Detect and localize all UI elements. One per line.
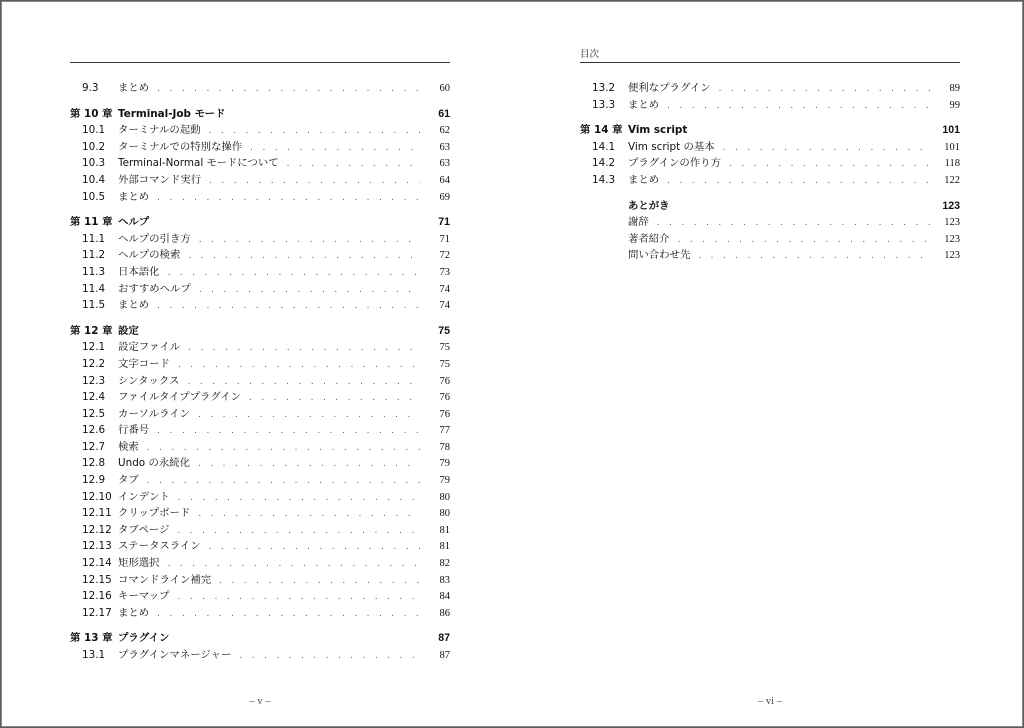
toc-entry-title: 設定ファイル	[118, 341, 181, 354]
toc-entry-page: 76	[439, 408, 450, 420]
toc-dot-leader	[287, 156, 420, 173]
toc-section-entry	[580, 97, 960, 114]
toc-dot-leader	[147, 473, 420, 490]
toc-section-entry	[70, 538, 450, 555]
toc-entry-number: 第 14 章	[580, 124, 623, 137]
toc-entry-page: 72	[439, 250, 450, 262]
toc-entry-number: 第 12 章	[70, 324, 113, 337]
toc-entry-number: 10.5	[82, 190, 106, 203]
toc-entry-page: 123	[944, 217, 960, 229]
toc-entry-title: 行番号	[118, 424, 150, 437]
toc-entry-title: ターミナルの起動	[118, 124, 201, 137]
header-rule	[580, 62, 960, 63]
toc-dot-leader	[657, 215, 930, 232]
toc-entry-page: 84	[439, 591, 450, 603]
toc-section-entry	[70, 356, 450, 373]
toc-entry-number: 14.2	[592, 157, 616, 170]
toc-entry-title: Undo の永続化	[118, 457, 191, 470]
toc-entry-title: コマンドライン補完	[118, 573, 212, 586]
toc-entry-page: 87	[438, 632, 450, 645]
toc-section-entry	[70, 588, 450, 605]
toc-dot-leader	[698, 248, 930, 265]
toc-entry-title: まとめ	[118, 82, 150, 94]
toc-entry-number: 12.7	[82, 440, 106, 453]
toc-dot-leader	[198, 407, 420, 424]
toc-entry-page: 86	[439, 607, 450, 619]
page-number-footer: – v –	[249, 696, 271, 707]
toc-entry-number: 12.17	[82, 606, 112, 619]
header-rule	[70, 62, 450, 63]
toc-entry-number: 11.5	[82, 299, 106, 312]
toc-entry-page: 123	[944, 233, 960, 245]
toc-section-entry	[70, 489, 450, 506]
toc-entry-number: 12.13	[82, 540, 112, 553]
toc-section-entry	[70, 189, 450, 206]
toc-dot-leader	[719, 81, 930, 98]
toc-entry-page: 89	[949, 83, 960, 94]
toc-entry-page: 101	[942, 124, 960, 137]
toc-section-entry	[70, 647, 450, 664]
toc-entry-page: 87	[439, 650, 450, 661]
toc-dot-leader	[199, 282, 420, 299]
toc-entry-title: 便利なプラグイン	[628, 82, 711, 94]
toc-dot-leader	[178, 589, 420, 606]
toc-entry-page: 79	[439, 458, 450, 470]
toc-entry-page: 122	[944, 174, 960, 186]
toc-entry-number: 12.6	[82, 424, 106, 437]
toc-entry-number: 14.1	[592, 140, 616, 153]
toc-entry-number: 12.14	[82, 557, 112, 570]
toc-section-entry	[70, 555, 450, 572]
toc-section-entry	[70, 505, 450, 522]
toc-dot-leader	[198, 506, 420, 523]
toc-entry-title: 矩形選択	[118, 557, 160, 570]
toc-entry-title: ステータスライン	[118, 540, 201, 553]
toc-entry-title: 外部コマンド実行	[118, 173, 202, 186]
toc-dot-leader	[188, 374, 420, 391]
toc-entry-page: 80	[439, 508, 450, 520]
toc-entry-page: 118	[944, 158, 960, 170]
toc-dot-leader	[209, 539, 420, 556]
toc-dot-leader	[249, 390, 420, 407]
left-page	[70, 2, 450, 726]
toc-dot-leader	[239, 648, 420, 665]
toc-entry-title: 検索	[118, 440, 139, 453]
toc-entry-title: 日本語化	[118, 265, 160, 278]
toc-entry-title: おすすめヘルプ	[118, 282, 191, 295]
toc-entry-number: 13.2	[592, 82, 616, 94]
toc-entry-title: ヘルプ	[118, 216, 150, 229]
toc-entry-title: プラグインマネージャー	[118, 649, 232, 661]
toc-entry-number: 10.2	[82, 140, 106, 153]
toc-entry-page: 81	[439, 524, 450, 536]
toc-entry-page: 61	[438, 107, 450, 120]
toc-entry-title: タブページ	[118, 523, 170, 536]
toc-entry-number: 9.3	[82, 82, 99, 94]
toc-entry-page: 81	[439, 541, 450, 553]
toc-entry-number: 12.16	[82, 590, 112, 603]
toc-entry-number: 13.1	[82, 649, 106, 661]
toc-section-entry	[70, 122, 450, 139]
toc-section-entry	[70, 522, 450, 539]
toc-entry-title: まとめ	[628, 173, 660, 186]
toc-entry-title: 謝辞	[628, 216, 649, 229]
running-head: 目次	[580, 49, 600, 60]
toc-dot-leader	[157, 190, 420, 207]
toc-dot-leader	[667, 173, 930, 190]
toc-section-entry	[70, 264, 450, 281]
toc-section-entry	[70, 389, 450, 406]
toc-section-entry	[70, 605, 450, 622]
toc-entry-page: 62	[439, 125, 450, 137]
right-page	[580, 2, 960, 726]
toc-entry-title: Terminal-Job モード	[118, 107, 226, 120]
toc-section-entry	[580, 80, 960, 97]
toc-entry-page: 75	[439, 342, 450, 354]
toc-entry-page: 71	[439, 233, 450, 245]
toc-entry-number: 12.15	[82, 573, 112, 586]
toc-chapter-entry	[580, 198, 960, 215]
toc-dot-leader	[188, 340, 420, 357]
toc-entry-page: 78	[439, 441, 450, 453]
toc-entry-title: 設定	[118, 324, 139, 337]
toc-section-entry	[70, 406, 450, 423]
toc-entry-number: 11.4	[82, 282, 106, 295]
toc-list	[70, 80, 450, 664]
toc-entry-number: 12.9	[82, 474, 106, 487]
toc-entry-page: 74	[439, 283, 450, 295]
toc-dot-leader	[723, 140, 930, 157]
page-number-footer: – vi –	[758, 696, 782, 707]
toc-section-entry	[70, 172, 450, 189]
toc-entry-page: 63	[439, 141, 450, 153]
toc-entry-page: 75	[438, 324, 450, 337]
toc-entry-number: 10.4	[82, 173, 106, 186]
toc-entry-title: まとめ	[118, 190, 150, 203]
toc-entry-page: 123	[942, 199, 960, 212]
toc-entry-number: 12.1	[82, 341, 106, 354]
toc-list	[580, 80, 960, 264]
toc-entry-page: 63	[439, 158, 450, 170]
toc-dot-leader	[147, 440, 420, 457]
toc-chapter-entry	[70, 323, 450, 340]
toc-entry-page: 75	[439, 358, 450, 370]
toc-entry-page: 83	[439, 574, 450, 586]
toc-entry-page: 60	[439, 83, 450, 94]
toc-section-entry	[580, 247, 960, 264]
toc-dot-leader	[168, 556, 420, 573]
toc-entry-page: 76	[439, 375, 450, 387]
toc-entry-page: 80	[439, 491, 450, 503]
toc-entry-title: ターミナルでの特別な操作	[118, 140, 243, 153]
toc-entry-page: 79	[439, 475, 450, 487]
toc-entry-title: カーソルライン	[118, 407, 191, 420]
toc-entry-number: 第 10 章	[70, 107, 113, 120]
toc-entry-title: プラグインの作り方	[628, 157, 721, 170]
toc-entry-page: 73	[439, 266, 450, 278]
toc-chapter-entry	[70, 106, 450, 123]
toc-entry-title: あとがき	[628, 199, 670, 212]
toc-entry-title: プラグイン	[118, 632, 170, 645]
toc-dot-leader	[198, 456, 420, 473]
toc-dot-leader	[157, 606, 420, 623]
toc-section-entry	[70, 472, 450, 489]
toc-dot-leader	[250, 140, 420, 157]
toc-section-entry	[580, 214, 960, 231]
toc-chapter-entry	[580, 122, 960, 139]
toc-entry-title: まとめ	[118, 606, 150, 619]
toc-entry-title: インデント	[118, 490, 170, 503]
toc-dot-leader	[667, 98, 930, 115]
toc-dot-leader	[188, 248, 420, 265]
book-spread	[1, 1, 1023, 727]
toc-entry-title: クリップボード	[118, 507, 191, 520]
toc-section-entry	[70, 439, 450, 456]
toc-entry-title: 文字コード	[118, 357, 170, 370]
toc-entry-number: 第 13 章	[70, 632, 113, 645]
toc-section-entry	[70, 247, 450, 264]
toc-entry-number: 12.2	[82, 357, 106, 370]
toc-entry-page: 82	[439, 558, 450, 570]
toc-entry-title: まとめ	[628, 98, 660, 111]
toc-entry-page: 99	[949, 99, 960, 111]
toc-section-entry	[70, 297, 450, 314]
toc-section-entry	[70, 139, 450, 156]
toc-entry-title: まとめ	[118, 299, 150, 312]
toc-dot-leader	[157, 423, 420, 440]
toc-entry-title: 著者紹介	[628, 232, 670, 245]
toc-entry-page: 123	[944, 250, 960, 262]
toc-dot-leader	[209, 173, 420, 190]
toc-dot-leader	[168, 265, 420, 282]
toc-entry-number: 12.10	[82, 490, 112, 503]
toc-entry-number: 12.12	[82, 523, 112, 536]
toc-entry-title: Vim script の基本	[628, 140, 715, 153]
toc-entry-page: 74	[439, 300, 450, 312]
toc-dot-leader	[729, 156, 930, 173]
toc-entry-title: Terminal-Normal モードについて	[118, 157, 279, 170]
toc-entry-number: 12.3	[82, 374, 106, 387]
toc-section-entry	[70, 281, 450, 298]
toc-entry-page: 71	[438, 216, 450, 229]
toc-entry-number: 第 11 章	[70, 216, 113, 229]
toc-section-entry	[70, 80, 450, 97]
toc-section-entry	[580, 155, 960, 172]
toc-entry-title: 問い合わせ先	[628, 249, 691, 262]
toc-entry-page: 69	[439, 191, 450, 203]
toc-dot-leader	[178, 357, 420, 374]
toc-dot-leader	[219, 573, 420, 590]
toc-section-entry	[70, 572, 450, 589]
toc-section-entry	[70, 373, 450, 390]
toc-dot-leader	[209, 123, 420, 140]
toc-chapter-entry	[70, 214, 450, 231]
toc-entry-number: 12.4	[82, 391, 106, 404]
toc-entry-title: Vim script	[628, 124, 688, 137]
toc-entry-number: 10.3	[82, 157, 106, 170]
toc-section-entry	[70, 231, 450, 248]
toc-dot-leader	[177, 523, 420, 540]
toc-entry-title: ファイルタイププラグイン	[118, 391, 242, 404]
toc-entry-number: 10.1	[82, 124, 106, 137]
toc-section-entry	[580, 172, 960, 189]
toc-entry-title: ヘルプの検索	[118, 249, 181, 262]
toc-entry-number: 11.2	[82, 249, 106, 262]
toc-entry-page: 77	[439, 425, 450, 437]
toc-entry-number: 11.3	[82, 265, 106, 278]
toc-dot-leader	[157, 298, 420, 315]
toc-section-entry	[580, 231, 960, 248]
toc-chapter-entry	[70, 630, 450, 647]
toc-entry-number: 14.3	[592, 173, 616, 186]
toc-entry-number: 13.3	[592, 98, 616, 111]
toc-entry-page: 64	[439, 174, 450, 186]
toc-entry-number: 12.5	[82, 407, 106, 420]
toc-section-entry	[70, 339, 450, 356]
toc-section-entry	[70, 455, 450, 472]
toc-entry-number: 12.8	[82, 457, 106, 470]
toc-entry-page: 101	[944, 141, 960, 153]
toc-entry-title: ヘルプの引き方	[118, 232, 191, 245]
toc-section-entry	[580, 139, 960, 156]
toc-section-entry	[70, 422, 450, 439]
toc-dot-leader	[199, 232, 420, 249]
toc-entry-title: タブ	[118, 474, 139, 487]
toc-dot-leader	[178, 490, 420, 507]
toc-section-entry	[70, 155, 450, 172]
toc-dot-leader	[157, 81, 420, 98]
toc-entry-page: 76	[439, 392, 450, 404]
toc-entry-number: 12.11	[82, 507, 112, 520]
toc-entry-title: キーマップ	[118, 590, 170, 603]
toc-dot-leader	[678, 232, 930, 249]
toc-entry-title: シンタックス	[118, 374, 180, 387]
toc-entry-number: 11.1	[82, 232, 106, 245]
